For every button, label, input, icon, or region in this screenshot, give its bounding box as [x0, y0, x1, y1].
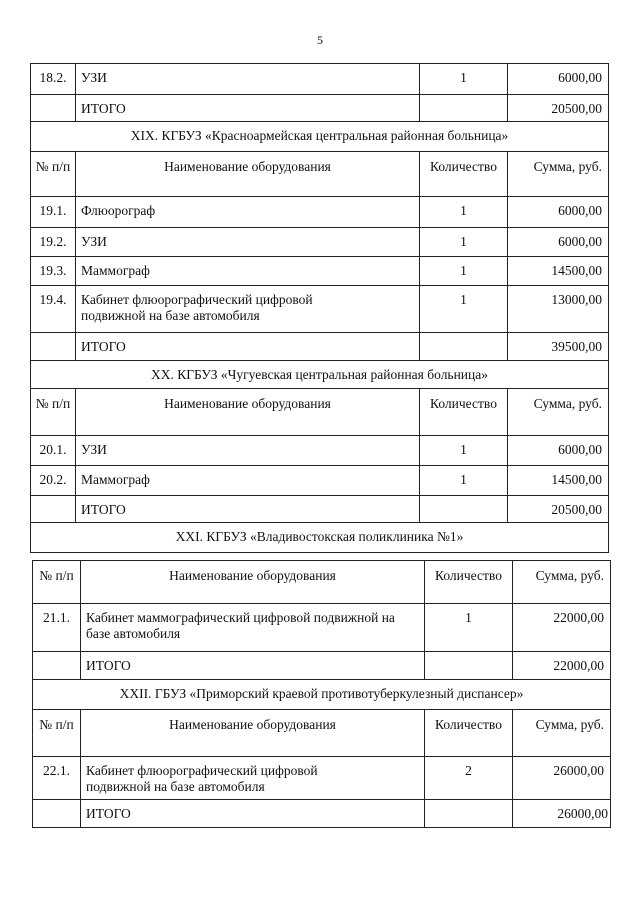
total-row [31, 95, 609, 122]
table-row [31, 228, 609, 257]
total-sum: 22000,00 [513, 652, 611, 680]
equipment-table-upper [30, 63, 609, 553]
equipment-quantity: 1 [420, 286, 508, 333]
header-sum: Сумма, руб. [508, 389, 609, 436]
section-title-row [31, 523, 609, 553]
total-label: ИТОГО [76, 496, 420, 523]
equipment-quantity: 1 [420, 64, 508, 95]
row-number: 22.1. [33, 757, 81, 800]
equipment-sum: 14500,00 [508, 466, 609, 496]
table-header-row [33, 561, 611, 604]
equipment-name: Кабинет маммографический цифровой подвижной на базе автомобиля [81, 604, 425, 652]
header-number: № п/п [31, 389, 76, 436]
section-title-row [33, 680, 611, 710]
row-number: 19.1. [31, 197, 76, 228]
table-header-row [33, 710, 611, 757]
section-title-row [31, 122, 609, 152]
total-sum: 26000,00 [513, 800, 611, 828]
row-number: 21.1. [33, 604, 81, 652]
header-name: Наименование оборудования [76, 152, 420, 197]
table-header-row [31, 152, 609, 197]
total-label: ИТОГО [76, 95, 420, 122]
header-quantity: Количество [420, 152, 508, 197]
equipment-quantity: 1 [420, 257, 508, 286]
header-name: Наименование оборудования [76, 389, 420, 436]
row-number: 19.2. [31, 228, 76, 257]
total-row [31, 333, 609, 361]
table-row [31, 436, 609, 466]
equipment-name: УЗИ [76, 64, 420, 95]
equipment-name: Маммограф [76, 466, 420, 496]
equipment-name: УЗИ [76, 436, 420, 466]
table-row [31, 64, 609, 95]
total-sum: 20500,00 [508, 496, 609, 523]
equipment-quantity: 1 [420, 466, 508, 496]
equipment-quantity: 1 [420, 197, 508, 228]
row-number: 19.4. [31, 286, 76, 333]
header-sum: Сумма, руб. [513, 710, 611, 757]
row-number: 18.2. [31, 64, 76, 95]
equipment-name: Кабинет флюорографический цифровой подвижной на базе автомобиля [81, 757, 425, 800]
equipment-sum: 22000,00 [513, 604, 611, 652]
equipment-sum: 6000,00 [508, 228, 609, 257]
equipment-sum: 13000,00 [508, 286, 609, 333]
table-header-row [31, 389, 609, 436]
header-name: Наименование оборудования [81, 710, 425, 757]
table-row [33, 757, 611, 800]
table-row [31, 257, 609, 286]
equipment-quantity: 1 [420, 228, 508, 257]
section-title: XIX. КГБУЗ «Красноармейская центральная районная больница» [31, 122, 609, 152]
header-quantity: Количество [425, 561, 513, 604]
equipment-sum: 6000,00 [508, 197, 609, 228]
section-title: XX. КГБУЗ «Чугуевская центральная районная больница» [31, 361, 609, 389]
header-sum: Сумма, руб. [513, 561, 611, 604]
section-title: XXI. КГБУЗ «Владивостокская поликлиника №1» [31, 523, 609, 553]
equipment-sum: 26000,00 [513, 757, 611, 800]
total-label: ИТОГО [81, 800, 425, 828]
equipment-quantity: 1 [425, 604, 513, 652]
equipment-sum: 6000,00 [508, 64, 609, 95]
total-sum: 20500,00 [508, 95, 609, 122]
row-number: 20.2. [31, 466, 76, 496]
section-title: XXII. ГБУЗ «Приморский краевой противотуберкулезный диспансер» [33, 680, 611, 710]
table-row [31, 466, 609, 496]
total-row [33, 800, 611, 828]
table-row [31, 197, 609, 228]
header-number: № п/п [33, 710, 81, 757]
row-number: 20.1. [31, 436, 76, 466]
equipment-quantity: 1 [420, 436, 508, 466]
total-sum: 39500,00 [508, 333, 609, 361]
row-number: 19.3. [31, 257, 76, 286]
header-sum: Сумма, руб. [508, 152, 609, 197]
equipment-name: УЗИ [76, 228, 420, 257]
equipment-quantity: 2 [425, 757, 513, 800]
page-number: 5 [317, 33, 323, 47]
equipment-name: Кабинет флюорографический цифровой подвижной на базе автомобиля [76, 286, 420, 333]
total-row [31, 496, 609, 523]
section-title-row [31, 361, 609, 389]
header-name: Наименование оборудования [81, 561, 425, 604]
equipment-name: Флюорограф [76, 197, 420, 228]
total-label: ИТОГО [81, 652, 425, 680]
header-number: № п/п [33, 561, 81, 604]
header-number: № п/п [31, 152, 76, 197]
equipment-sum: 14500,00 [508, 257, 609, 286]
equipment-name: Маммограф [76, 257, 420, 286]
table-row [31, 286, 609, 333]
total-label: ИТОГО [76, 333, 420, 361]
equipment-table-lower [32, 560, 611, 828]
equipment-sum: 6000,00 [508, 436, 609, 466]
total-row [33, 652, 611, 680]
header-quantity: Количество [420, 389, 508, 436]
table-row [33, 604, 611, 652]
header-quantity: Количество [425, 710, 513, 757]
